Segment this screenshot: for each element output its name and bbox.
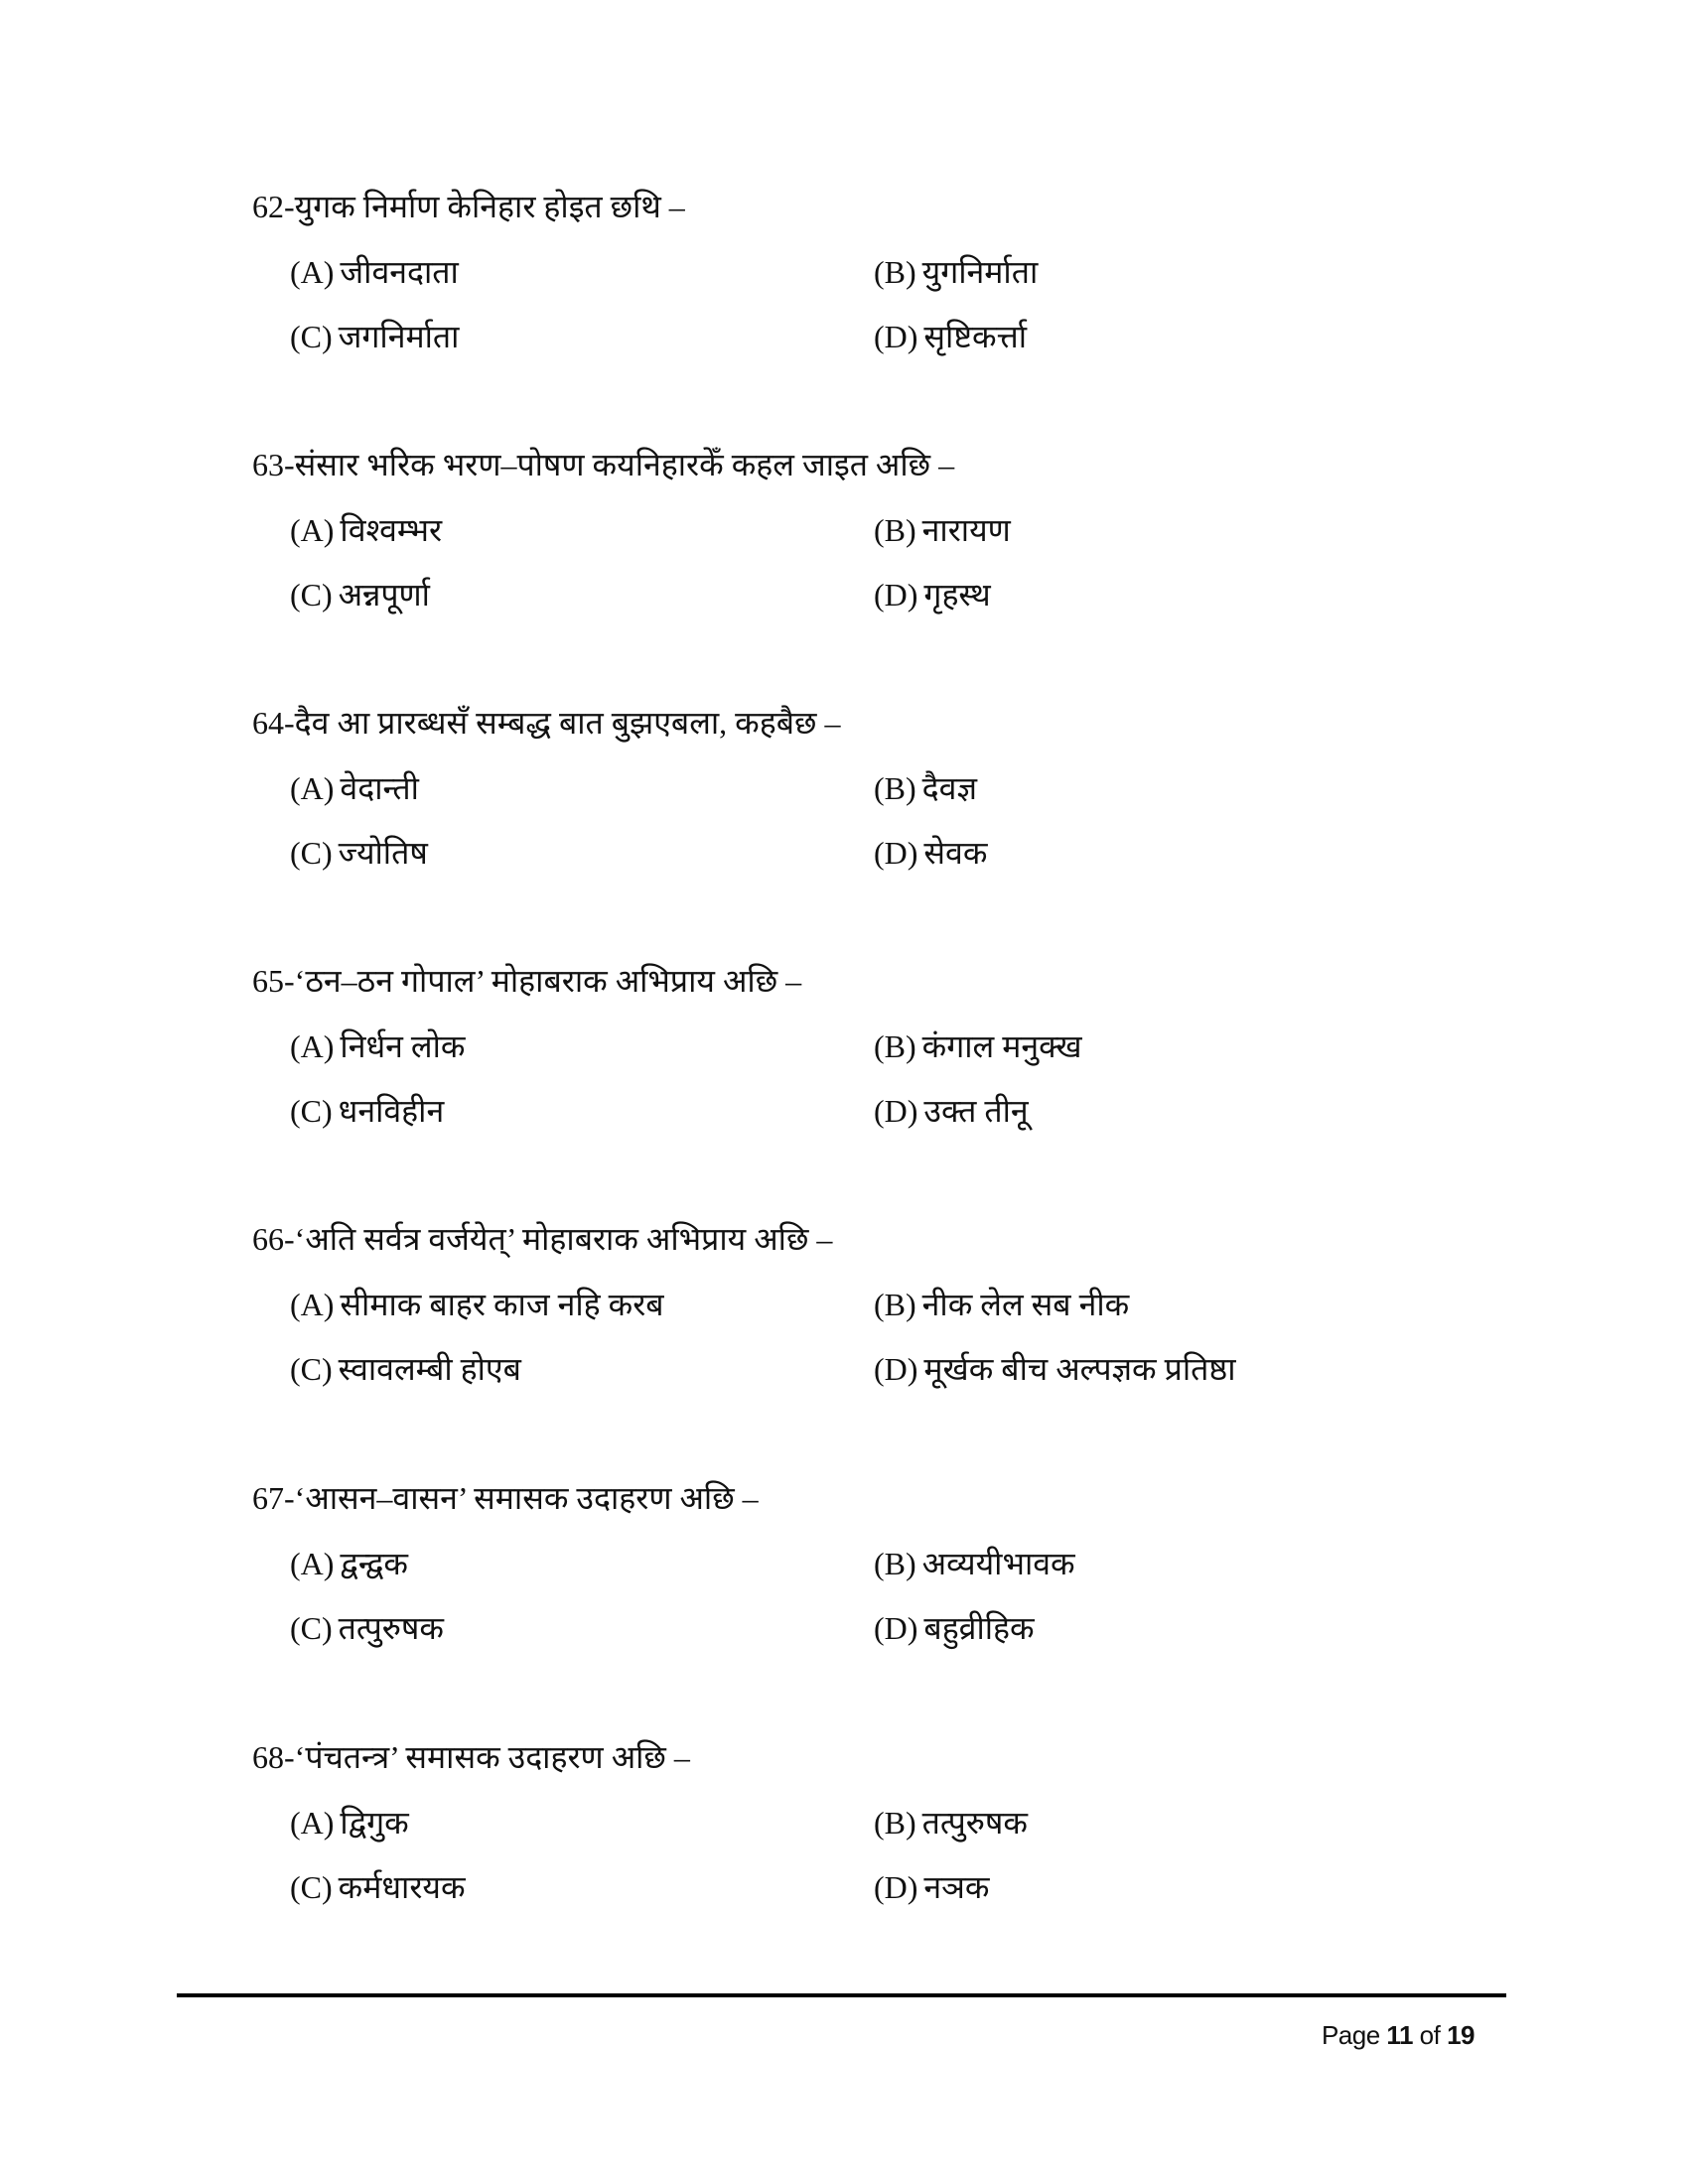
- total-pages: 19: [1447, 2020, 1475, 2050]
- option-d: (D) उक्त तीनू: [874, 1093, 1029, 1129]
- option-d: (D) गृहस्थ: [874, 577, 991, 613]
- option-c: (C) धनविहीन: [290, 1093, 445, 1129]
- option-b: (B) दैवज्ञ: [874, 770, 977, 806]
- option-b: (B) तत्पुरुषक: [874, 1805, 1028, 1841]
- current-page: 11: [1386, 2020, 1413, 2050]
- option-d: (D) नञक: [874, 1869, 990, 1905]
- option-b: (B) नीक लेल सब नीक: [874, 1287, 1130, 1322]
- question-text: 66-‘अति सर्वत्र वर्जयेत्’ मोहाबराक अभिप्राय अछि –: [252, 1221, 833, 1257]
- question-62: [0, 187, 1688, 385]
- question-text: 63-संसार भरिक भरण–पोषण कयनिहारकेँ कहल जाइत अछि –: [252, 447, 955, 482]
- option-d: (D) मूर्खक बीच अल्पज्ञक प्रतिष्ठा: [874, 1351, 1236, 1387]
- question-65: [0, 961, 1688, 1160]
- question-64: [0, 703, 1688, 901]
- question-text: 68-‘पंचतन्त्र’ समासक उदाहरण अछि –: [252, 1739, 690, 1775]
- option-a: (A) द्वन्द्वक: [290, 1546, 408, 1581]
- option-a: (A) जीवनदाता: [290, 254, 459, 290]
- question-text: 62-युगक निर्माण केनिहार होइत छथि –: [252, 189, 685, 224]
- option-a: (A) विश्वम्भर: [290, 512, 443, 548]
- option-d: (D) सेवक: [874, 835, 988, 871]
- option-c: (C) अन्नपूर्णा: [290, 577, 430, 613]
- option-a: (A) द्विगुक: [290, 1805, 409, 1841]
- option-c: (C) जगनिर्माता: [290, 319, 460, 354]
- option-c: (C) तत्पुरुषक: [290, 1610, 444, 1646]
- question-text: 65-‘ठन–ठन गोपाल’ मोहाबराक अभिप्राय अछि –: [252, 963, 802, 999]
- option-c: (C) कर्मधारयक: [290, 1869, 466, 1905]
- option-a: (A) वेदान्ती: [290, 770, 419, 806]
- page-number: Page 11 of 19: [1321, 2020, 1475, 2050]
- option-d: (D) सृष्टिकर्त्ता: [874, 319, 1028, 354]
- option-b: (B) नारायण: [874, 512, 1011, 548]
- option-c: (C) स्वावलम्बी होएब: [290, 1351, 521, 1387]
- question-67: [0, 1478, 1688, 1677]
- option-b: (B) अव्ययीभावक: [874, 1546, 1075, 1581]
- question-text: 67-‘आसन–वासन’ समासक उदाहरण अछि –: [252, 1480, 759, 1516]
- question-66: [0, 1219, 1688, 1418]
- option-c: (C) ज्योतिष: [290, 835, 428, 871]
- question-68: [0, 1737, 1688, 1936]
- option-a: (A) सीमाक बाहर काज नहि करब: [290, 1287, 664, 1322]
- question-63: [0, 445, 1688, 643]
- footer-divider: [177, 1993, 1506, 1997]
- question-text: 64-दैव आ प्रारब्धसँ सम्बद्ध बात बुझएबला, कहबैछ –: [252, 705, 841, 741]
- option-a: (A) निर्धन लोक: [290, 1028, 466, 1064]
- option-d: (D) बहुव्रीहिक: [874, 1610, 1035, 1646]
- option-b: (B) कंगाल मनुक्ख: [874, 1028, 1082, 1064]
- option-b: (B) युगनिर्माता: [874, 254, 1039, 290]
